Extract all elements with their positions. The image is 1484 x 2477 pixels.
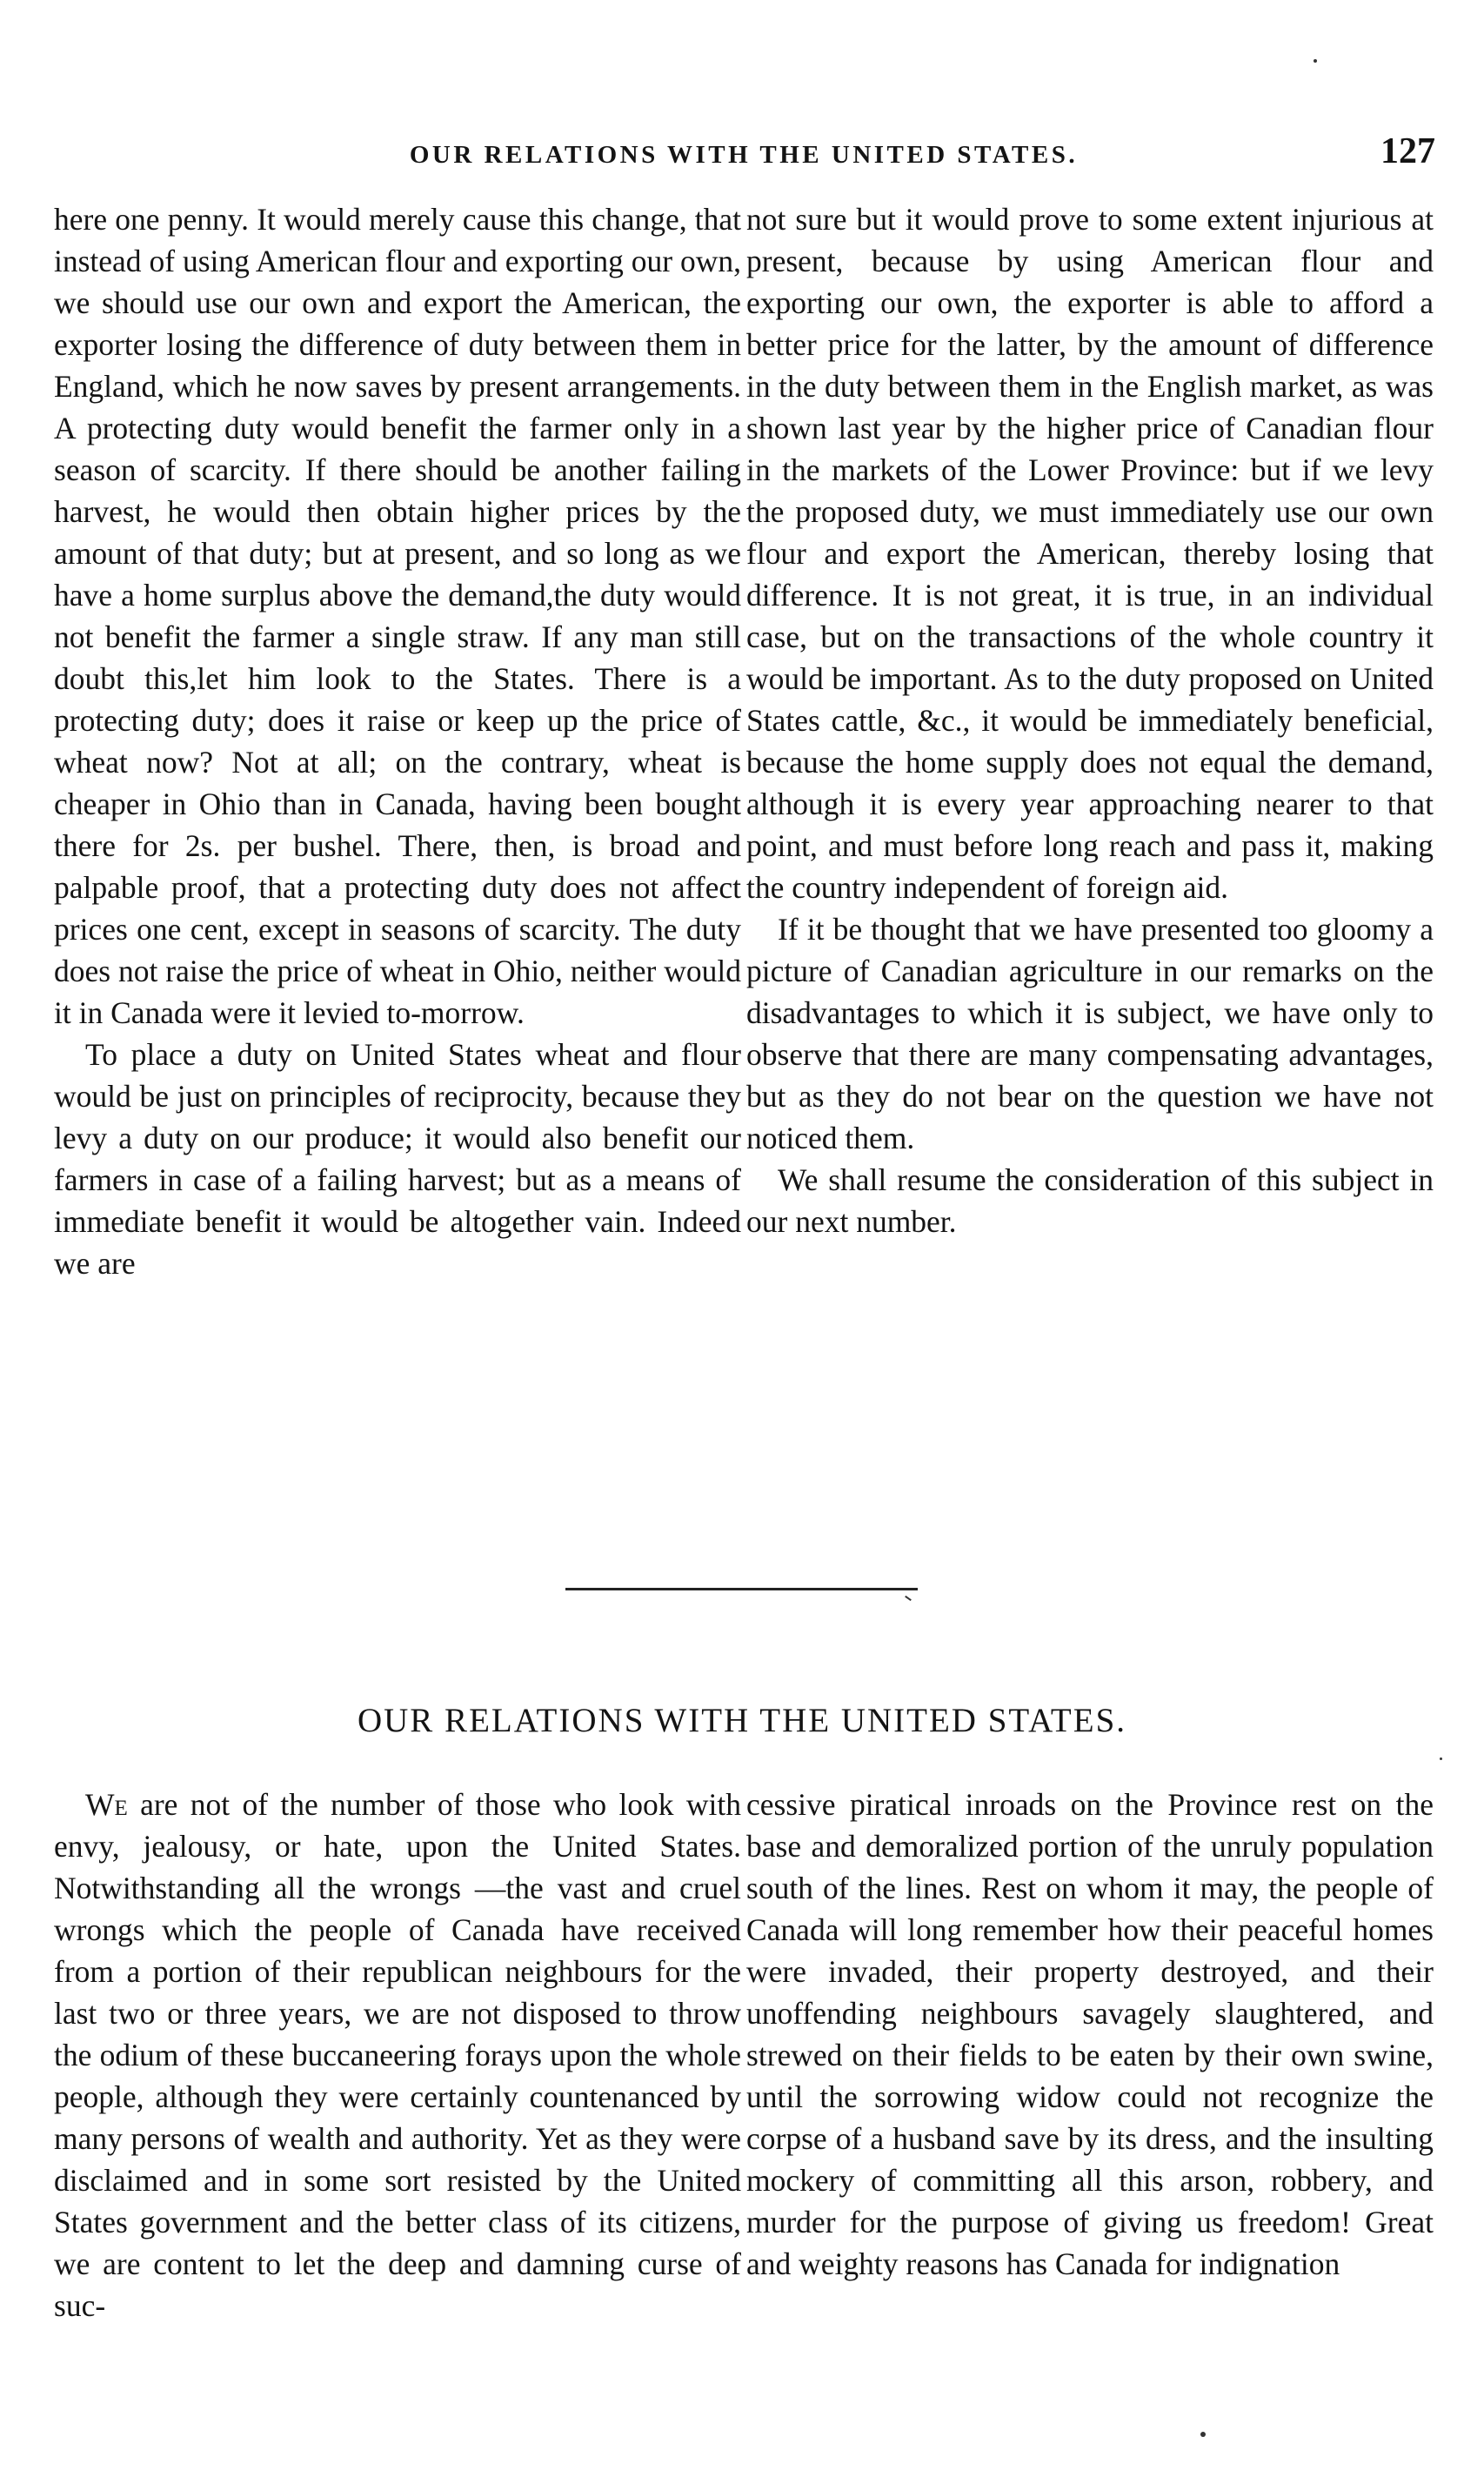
paragraph: We shall resume the consideration of this subject in our next number. xyxy=(746,1162,1434,1239)
section-title: OUR RELATIONS WITH THE UNITED STATES. xyxy=(357,1702,1127,1739)
column-top-left xyxy=(54,198,741,1284)
paragraph: To place a duty on United States wheat and flour would be just on principles of reciprocity, because they levy a duty on our produce; it would also benefit our farmers in case of a failing harvest; but as a means of immediate benefit it would be altogether vain. Indeed we are xyxy=(54,1037,741,1281)
paragraph: If it be thought that we have presented too gloomy a picture of Canadian agriculture in our remarks on the disadvantages to which it is subject, we have only to observe that there are many compensating advantages, but as they do not bear on the question we have not noticed them. xyxy=(746,912,1434,1155)
paragraph: here one penny. It would merely cause this change, that instead of using American flour and exporting our own, we should use our own and export the American, the exporter losing the difference of duty between them in England, which he now saves by present arrangements. A protecting duty would benefit the farmer only in a season of scarcity. If there should be another failing harvest, he would then obtain higher prices by the amount of that duty; but at present, and so long as we have a home surplus above the demand,the duty would not benefit the farmer a single straw. If any man still doubt this,let him look to the States. There is a protecting duty; does it raise or keep up the price of wheat now? Not at all; on the contrary, wheat is cheaper in Ohio than in Canada, having been bought there for 2s. per bushel. There, then, is broad and palpable proof, that a protecting duty does not affect prices one cent, except in seasons of scarcity. The duty does not raise the price of wheat in Ohio, neither would it in Canada were it levied to-morrow. xyxy=(54,202,741,1030)
running-header xyxy=(35,131,1453,183)
paragraph: cessive piratical inroads on the Province rest on the base and demoralized portion of the unruly population south of the lines. Rest on whom it may, the people of Canada will long remember how their peaceful homes were invaded, their property destroyed, and their unoffending neighbours savagely slaughtered, and strewed on their fields to be eaten by their own swine, until the sorrowing widow could not recognize the corpse of a husband save by its dress, and the insulting mockery of committing all this arson, robbery, and murder for the purpose of giving us freedom! Great and weighty reasons has Canada for indignation xyxy=(746,1787,1434,2281)
section-divider xyxy=(565,1588,918,1590)
divider-mark xyxy=(905,1596,912,1601)
column-bottom-right xyxy=(746,1784,1434,2285)
print-speck xyxy=(1200,2432,1206,2437)
paragraph xyxy=(54,1784,741,2326)
running-title: OUR RELATIONS WITH THE UNITED STATES. xyxy=(409,141,1079,169)
print-speck xyxy=(1440,1757,1442,1760)
drop-cap: We xyxy=(85,1787,128,1822)
page-number: 127 xyxy=(1380,131,1435,171)
paragraph-text: are not of the number of those who look with envy, jealousy, or hate, upon the United States. Notwithstanding all the wrongs —the vast and cruel wrongs which the people of Canada have received from a portion of their republican neighbours for the last two or three years, we are not disposed to throw the odium of these buccaneering forays upon the whole people, although they were certainly countenanced by many persons of wealth and authority. Yet as they were disclaimed and in some sort resisted by the United States government and the better class of its citizens, we are content to let the deep and damning curse of suc- xyxy=(54,1787,741,2323)
column-top-right xyxy=(746,198,1434,1242)
paragraph: not sure but it would prove to some extent injurious at present, because by using American flour and exporting our own, the exporter is able to afford a better price for the latter, by the amount of difference in the duty between them in the English market, as was shown last year by the higher price of Canadian flour in the markets of the Lower Province: but if we levy the proposed duty, we must immediately use our own flour and export the American, thereby losing that difference. It is not great, it is true, in an individual case, but on the transactions of the whole country it would be important. As to the duty proposed on United States cattle, &c., it would be immediately beneficial, because the home supply does not equal the demand, although it is every year approaching nearer to that point, and must before long reach and pass it, making the country independent of foreign aid. xyxy=(746,202,1434,905)
print-speck xyxy=(1314,59,1317,63)
column-bottom-left xyxy=(54,1784,741,2326)
